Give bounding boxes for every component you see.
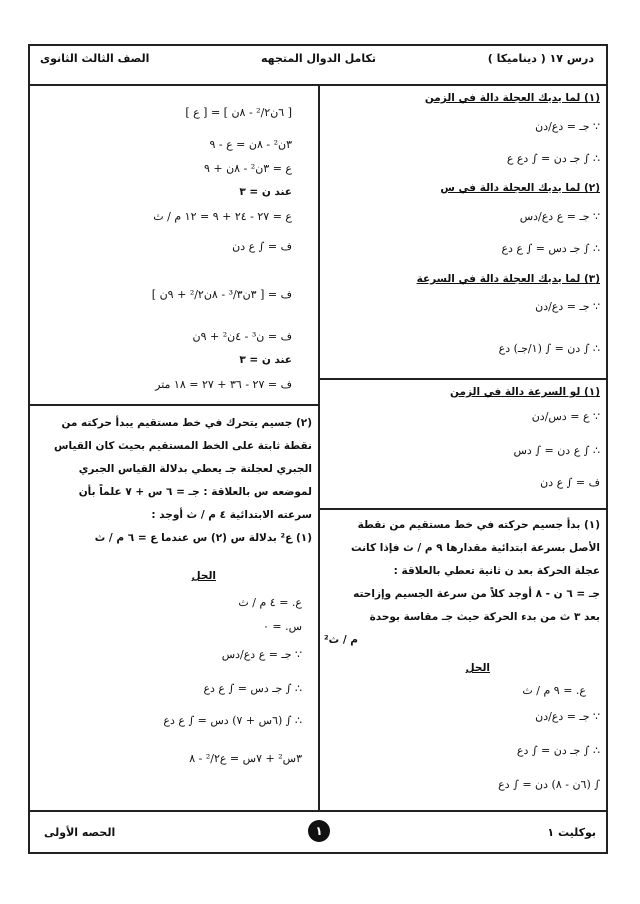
rule4-eq3: ف = ∫ ع دن xyxy=(540,476,600,489)
ex2-sol-l3: ∵ جـ = ع دع/دس xyxy=(221,648,302,661)
ex2-line: الجبري لعجلتة جـ يعطي بدلالة القياس الجبري xyxy=(78,463,312,475)
rule1-eq1: ∵ جـ = دع/دن xyxy=(535,120,600,133)
rule4-title: (١) لو السرعة دالة في الزمن xyxy=(450,386,600,398)
example2-text xyxy=(36,412,312,550)
right-divider-1 xyxy=(320,378,606,380)
footer-author: بوكليت ١ xyxy=(547,826,596,839)
rule2-eq2: ∴ ∫ جـ دس = ∫ ع دع xyxy=(501,242,600,255)
rule4-eq1: ∵ ع = دس/دن xyxy=(531,410,600,423)
ex1-line: جـ = ٦ ن - ٨ أوجد كلاً من سرعة الجسيم وإزاحته xyxy=(353,588,600,600)
sol-l10: ف = ٢٧ - ٣٦ + ٢٧ = ١٨ متر xyxy=(155,378,292,391)
grade-label: الصف الثالث الثانوى xyxy=(40,52,150,65)
page-header xyxy=(28,52,608,74)
ex1-sol-l1: ع. = ٩ م / ث xyxy=(522,684,586,697)
sol-l8: ف = ن³ - ٤ن² + ٩ن xyxy=(192,330,292,343)
rule3-eq2: ∴ ∫ دن = ∫ (١/جـ) دع xyxy=(498,342,600,355)
velocity-rule xyxy=(322,384,600,504)
rule2-eq1: ∵ جـ = ع دع/دس xyxy=(519,210,600,223)
example1-solution xyxy=(322,660,600,805)
sol-l6: ف = ∫ ع دن xyxy=(232,240,292,253)
column-divider xyxy=(318,85,320,810)
left-column-solution xyxy=(36,92,312,402)
ex2-line: نقطة ثابتة على الخط المستقيم بحيث كان القياس xyxy=(54,440,312,452)
lesson-label: درس ١٧ ( ديناميكا ) xyxy=(487,52,594,65)
page-number: ١ xyxy=(308,820,330,842)
right-divider-2 xyxy=(320,508,606,510)
rule2-title: (٢) لما يديك العجلة دالة في س xyxy=(440,182,600,194)
sol-l4: عند ن = ٣ xyxy=(239,186,292,198)
ex1-line: م / ث² xyxy=(324,634,359,646)
ex1-line: عجلة الحركة بعد ن ثانية تعطي بالعلاقة : xyxy=(393,565,600,577)
ex1-sol-l2: ∵ جـ = دع/دن xyxy=(535,710,600,723)
ex1-sol-l4: ∫ (٦ن - ٨) دن = ∫ دع xyxy=(498,778,600,791)
ex2-sol-l2: س. = ٠ xyxy=(262,620,302,633)
rule3-eq1: ∵ جـ = دع/دن xyxy=(535,300,600,313)
left-divider xyxy=(30,404,318,406)
ex2-sol-l1: ع. = ٤ م / ث xyxy=(238,596,302,609)
ex1-line: بعد ٣ ث من بدء الحركة حيث جـ مقاسة بوحدة xyxy=(369,611,600,623)
right-column-rules xyxy=(322,90,600,380)
rule1-eq2: ∴ ∫ جـ دن = ∫ دع ع xyxy=(506,152,600,165)
ex2-line: (٢) جسيم يتحرك في خط مستقيم يبدأ حركته من xyxy=(61,417,312,429)
sol-l3: ع = ٣ن² - ٨ن + ٩ xyxy=(203,162,292,175)
rule4-eq2: ∴ ∫ ع دن = ∫ دس xyxy=(513,444,600,457)
ex1-line: الأصل بسرعة ابتدائية مقدارها ٩ م / ث فإذا كانت xyxy=(350,542,600,554)
page-title: تكامل الدوال المتجهه xyxy=(261,52,376,65)
sol-l9: عند ن = ٣ xyxy=(239,354,292,366)
ex1-solution-label: الحل xyxy=(465,662,490,674)
ex2-line: سرعته الابتدائية ٤ م / ث أوجد : xyxy=(151,509,312,521)
ex2-line: لموضعه س بالعلاقة : جـ = ٦ س + ٧ علماً بأن xyxy=(78,486,312,498)
ex1-line: (١) بدأ جسيم حركته في خط مستقيم من نقطة xyxy=(357,519,600,531)
ex1-sol-l3: ∴ ∫ جـ دن = ∫ دع xyxy=(516,744,600,757)
footer-session: الحصه الأولى xyxy=(44,826,116,839)
rule3-title: (٣) لما يديك العجلة دالة في السرعة xyxy=(416,273,600,285)
example1-text xyxy=(324,514,600,652)
ex2-sol-l6: ٣س² + ٧س = ع²/٢ - ٨ xyxy=(189,752,302,765)
sol-l7: ف = [ ٣ن³/٣ - ٨ن²/٢ + ٩ن ] xyxy=(151,288,292,301)
ex2-sol-l5: ∴ ∫ (٦س + ٧) دس = ∫ ع دع xyxy=(163,714,302,727)
ex2-sol-l4: ∴ ∫ جـ دس = ∫ ع دع xyxy=(203,682,302,695)
footer-divider xyxy=(30,810,606,812)
ex2-question: (١) ع² بدلالة س (٢) س عندما ع = ٦ م / ث xyxy=(94,532,312,544)
sol-l5: ع = ٢٧ - ٢٤ + ٩ = ١٢ م / ث xyxy=(153,210,292,223)
example2-solution xyxy=(36,568,312,808)
sol-l1: [ ٦ن²/٢ - ٨ن ] = [ ع ] xyxy=(185,106,292,119)
rule1-title: (١) لما يديك العجلة دالة في الزمن xyxy=(424,92,600,104)
sol-l2: ٣ن² - ٨ن = ع - ٩ xyxy=(209,138,292,151)
ex2-solution-label: الحل xyxy=(191,570,216,582)
